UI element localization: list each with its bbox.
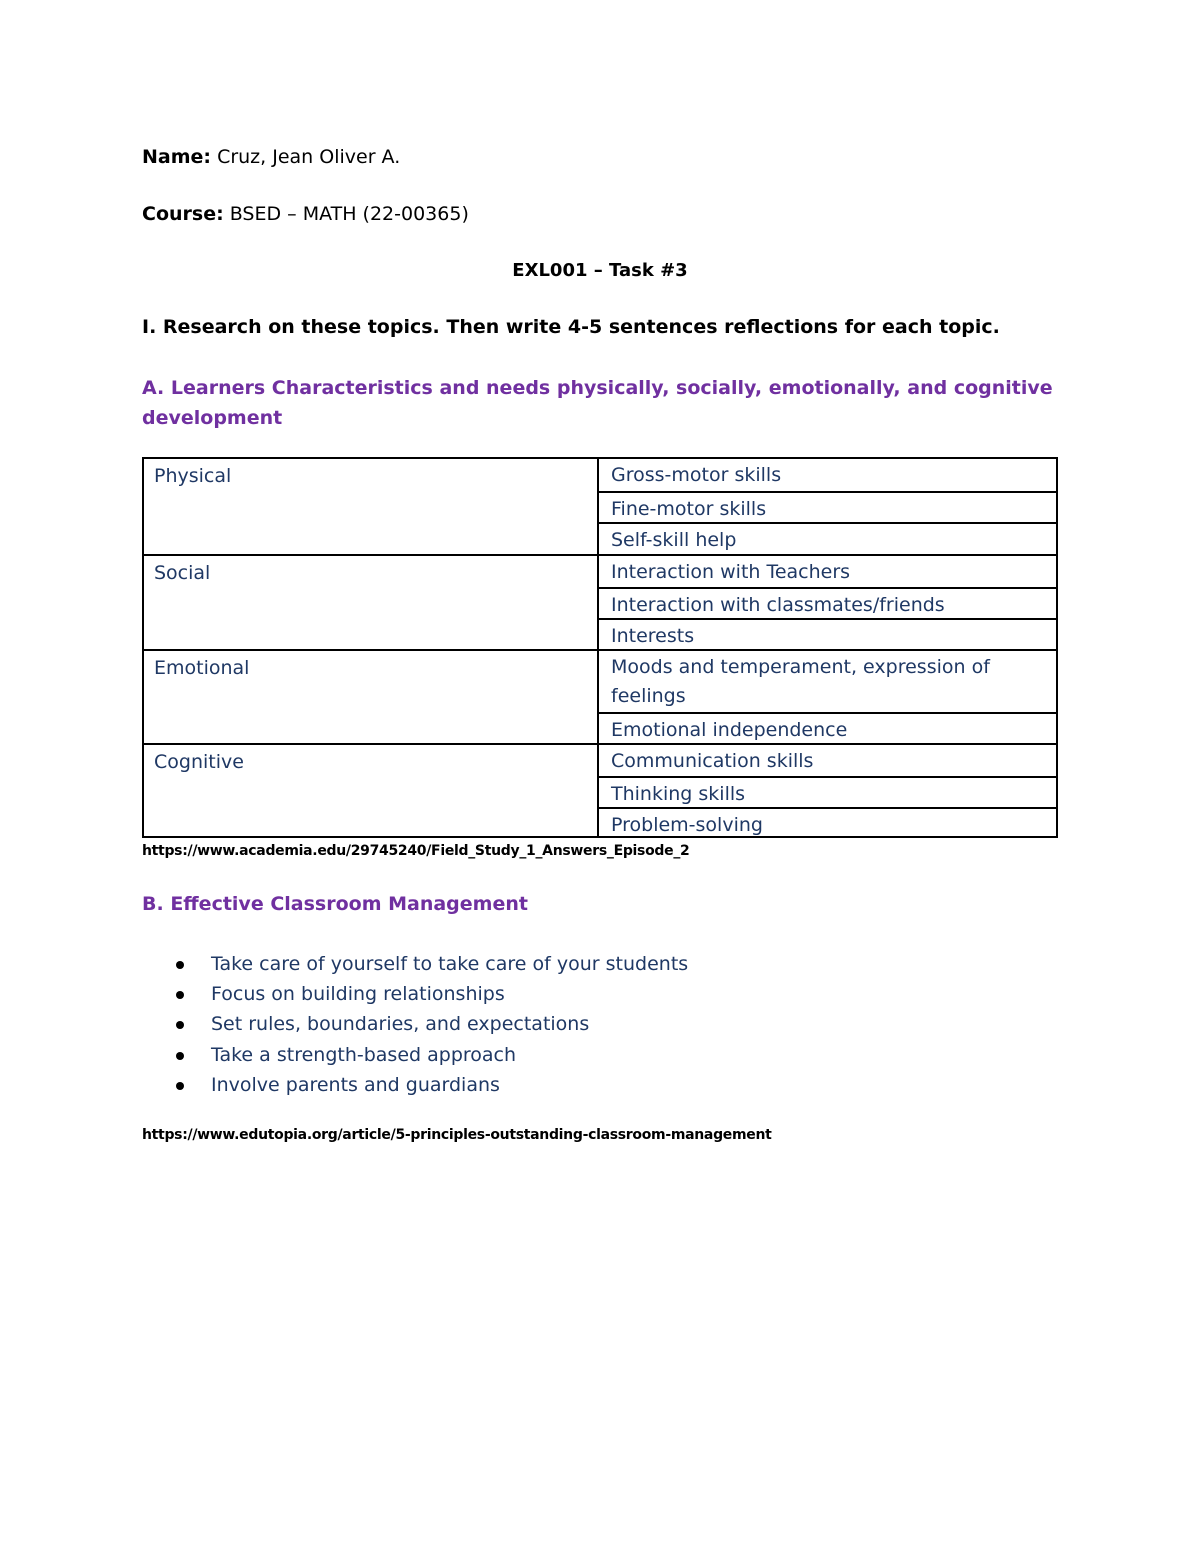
list-item-text: Set rules, boundaries, and expectations (211, 1013, 590, 1036)
list-item-text: Take care of yourself to take care of your students (211, 953, 689, 975)
bullet-icon (176, 1021, 184, 1029)
list-item (172, 950, 688, 980)
category-cell: Emotional (144, 651, 599, 743)
source-link-b[interactable]: https://www.edutopia.org/article/5-principles-outstanding-classroom-management (142, 1127, 772, 1143)
list-item (172, 1010, 688, 1040)
table-row-physical (144, 459, 1056, 554)
name-line (142, 146, 400, 168)
table-row-cognitive (144, 743, 1056, 836)
category-cell: Social (144, 556, 599, 649)
subitem-cell: Fine-motor skills (599, 491, 1056, 522)
bullet-icon (176, 961, 184, 969)
subitem-cell: Thinking skills (599, 776, 1056, 807)
subitem-cell: Interaction with Teachers (611, 561, 851, 583)
subitem-cell: Communication skills (611, 750, 814, 772)
table-row-social (144, 554, 1056, 649)
subitem-cell: Moods and temperament, expression of feelings (611, 656, 990, 707)
source-link-a[interactable]: https://www.academia.edu/29745240/Field_Study_1_Answers_Episode_2 (142, 843, 690, 859)
name-value: Cruz, Jean Oliver A. (217, 146, 401, 168)
development-table (142, 457, 1058, 838)
bullet-icon (176, 1082, 184, 1090)
list-item (172, 1071, 688, 1101)
subitem-cell: Gross-motor skills (611, 464, 782, 486)
section-a-heading: A. Learners Characteristics and needs physically, socially, emotionally, and cognitive development (142, 377, 1053, 429)
category-cell: Physical (144, 459, 599, 554)
bullet-icon (176, 1052, 184, 1060)
instruction-text: I. Research on these topics. Then write 4-5 sentences reflections for each topic. (142, 316, 1000, 338)
subitem-cell: Emotional independence (599, 712, 1056, 745)
name-label: Name: (142, 146, 212, 168)
subitem-cell: Interests (599, 618, 1056, 651)
list-item-text: Take a strength-based approach (211, 1043, 517, 1066)
bullet-icon (176, 991, 184, 999)
table-row-emotional (144, 649, 1056, 743)
list-item (172, 1041, 688, 1071)
list-item (172, 980, 688, 1010)
management-list (172, 950, 688, 1101)
list-item-text: Involve parents and guardians (211, 1073, 500, 1096)
document-title: EXL001 – Task #3 (512, 260, 688, 281)
subitem-cell: Problem-solving (599, 807, 1056, 838)
section-b-heading: B. Effective Classroom Management (142, 893, 528, 915)
course-line (142, 203, 469, 225)
list-item-text: Focus on building relationships (211, 983, 505, 1006)
category-cell: Cognitive (144, 745, 599, 836)
subitem-cell: Self-skill help (599, 522, 1056, 554)
subitem-cell: Interaction with classmates/friends (599, 587, 1056, 618)
course-label: Course: (142, 203, 224, 225)
course-value: BSED – MATH (22-00365) (229, 203, 469, 225)
